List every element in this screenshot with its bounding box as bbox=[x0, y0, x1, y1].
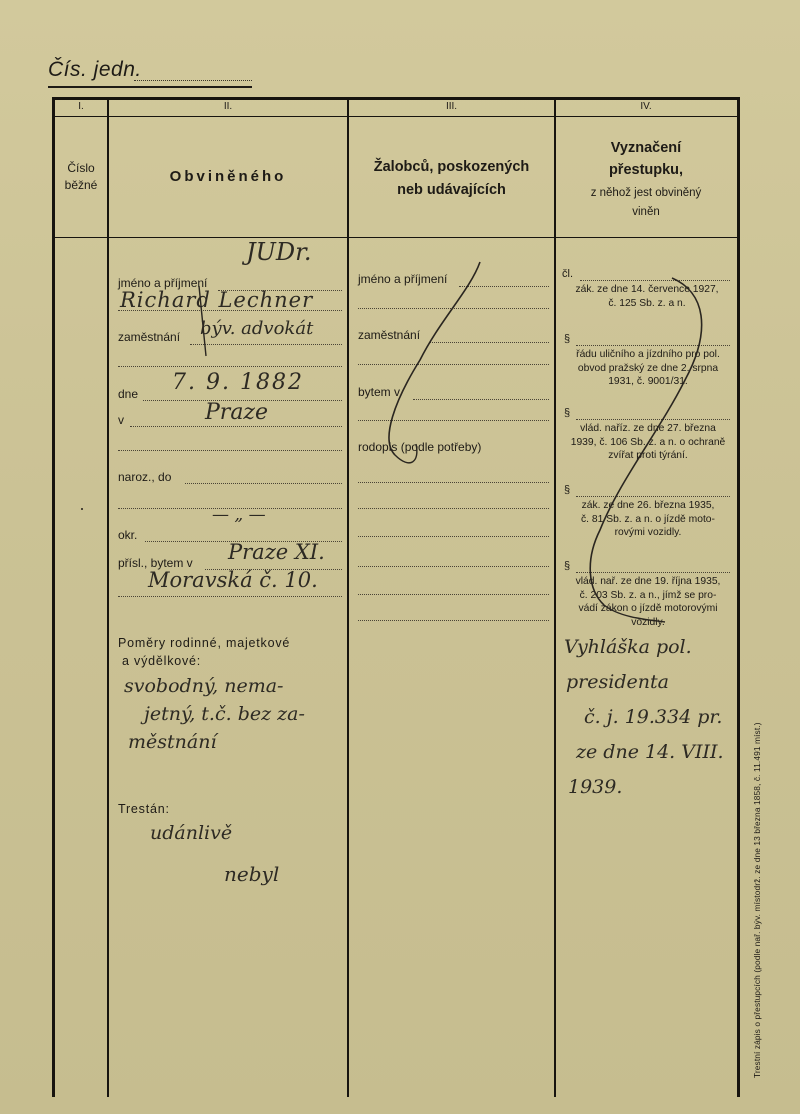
handwritten-line: jetný, t.č. bez za- bbox=[144, 703, 305, 725]
punished-label: Trestán: bbox=[118, 802, 170, 816]
column-number-4: IV. bbox=[640, 101, 652, 112]
offence-paragraph-label-2: § bbox=[564, 333, 571, 345]
offence-article-label: čl. bbox=[562, 268, 573, 280]
column-number-2: II. bbox=[223, 101, 233, 112]
handwritten-name: Richard Lechner bbox=[120, 288, 314, 312]
handwritten-residence: Praze XI. bbox=[228, 540, 325, 564]
offence-paragraph-label-3: § bbox=[564, 407, 571, 419]
offence-line: č. 203 Sb. z. a n., jímž se pro- bbox=[579, 589, 717, 601]
offence-line: vlád. nař. ze dne 19. října 1935, bbox=[575, 576, 721, 587]
offence-line: vozidly. bbox=[631, 616, 665, 628]
handwritten-punished-2: nebyl bbox=[224, 862, 280, 886]
offence-strike-stroke bbox=[590, 278, 701, 605]
heading-line: Číslo bbox=[67, 161, 95, 175]
handwritten-line: ze dne 14. VIII. bbox=[576, 741, 724, 763]
name-strike-stroke bbox=[199, 286, 206, 356]
offence-line: 1931, č. 9001/31. bbox=[608, 376, 688, 387]
offence-line: vádí zákon o jízdě motorovými bbox=[578, 603, 718, 614]
column-number-3: III. bbox=[445, 101, 458, 112]
column-number-1: I. bbox=[78, 101, 84, 112]
accused-date-label: dne bbox=[118, 387, 139, 401]
accused-district-label: okr. bbox=[118, 528, 138, 542]
reference-label: Čís. jedn. bbox=[48, 58, 142, 81]
offence-line: č. 81 Sb. z. a n. o jízdě moto- bbox=[581, 513, 715, 525]
handwritten-occupation: býv. advokát bbox=[200, 318, 314, 339]
accused-occupation-label: zaměstnání bbox=[118, 330, 181, 344]
heading-line: Žalobců, poskozených bbox=[373, 159, 530, 175]
offence-line: 1939, č. 106 Sb. z. a n. o ochraně bbox=[570, 436, 726, 448]
offence-line: č. 125 Sb. z. a n. bbox=[608, 297, 686, 309]
accused-place-label: v bbox=[118, 413, 124, 427]
heading-line: Vyznačení bbox=[610, 140, 682, 156]
handwritten-punished-1: udánlivě bbox=[150, 822, 233, 844]
offence-line: zvířat proti týrání. bbox=[608, 450, 688, 461]
heading-line: z něhož jest obviněný bbox=[590, 187, 702, 199]
heading-line: viněn bbox=[632, 206, 660, 218]
handwritten-street: Moravská č. 10. bbox=[148, 568, 318, 592]
handwritten-district: — „ — bbox=[212, 505, 266, 525]
label-line: Poměry rodinné, majetkové bbox=[118, 636, 291, 650]
offence-strike-tail bbox=[604, 605, 665, 622]
accused-name-label: jméno a příjmení bbox=[118, 276, 208, 290]
label-line: a výdělkové: bbox=[122, 654, 202, 668]
handwritten-line: Vyhláška pol. bbox=[564, 636, 692, 658]
complainant-name-label: jméno a příjmení bbox=[358, 272, 448, 286]
handwritten-line: městnání bbox=[128, 731, 217, 753]
handwritten-line: 1939. bbox=[568, 776, 623, 798]
handwritten-line: presidenta bbox=[566, 671, 669, 693]
complainant-residence-label: bytem v bbox=[358, 385, 401, 399]
accused-residence-label: přísl., bytem v bbox=[118, 556, 193, 570]
offence-line: vlád. naříz. ze dne 27. března bbox=[580, 423, 716, 434]
handwritten-birth-place: Praze bbox=[205, 400, 269, 425]
offence-line: řádu uličního a jízdního pro pol. bbox=[576, 349, 720, 360]
heading-line: přestupku, bbox=[608, 162, 684, 178]
complainant-origin-label: rodopis (podle potřeby) bbox=[358, 440, 482, 454]
offence-paragraph-label-5: § bbox=[564, 560, 571, 572]
column-heading-2: Obviněného bbox=[169, 168, 287, 185]
handwritten-line: svobodný, nema- bbox=[124, 675, 284, 697]
complainant-strike-stroke bbox=[389, 262, 480, 455]
handwritten-title: JUDr. bbox=[246, 238, 312, 266]
handwritten-line: č. j. 19.334 pr. bbox=[584, 706, 723, 728]
offence-line: zák. ze dne 26. března 1935, bbox=[581, 500, 715, 511]
form-footnote: Trestní zápis o přestupcích (podle nař. býv. místodrž. ze dne 13 března 1858, č. 11.491 míst.) bbox=[752, 722, 762, 1078]
handwritten-birth-date: 7. 9. 1882 bbox=[172, 370, 304, 395]
heading-line: běžné bbox=[64, 178, 98, 192]
complainant-strike-tail bbox=[395, 444, 417, 463]
offence-paragraph-label-4: § bbox=[564, 484, 571, 496]
heading-line: neb udávajících bbox=[397, 182, 506, 198]
offence-line: zák. ze dne 14. července 1927, bbox=[575, 284, 719, 295]
accused-born-label: naroz., do bbox=[118, 470, 172, 484]
offence-line: obvod pražský ze dne 2. srpna bbox=[577, 362, 719, 374]
offence-line: rovými vozidly. bbox=[614, 527, 682, 538]
complainant-occupation-label: zaměstnání bbox=[358, 328, 421, 342]
